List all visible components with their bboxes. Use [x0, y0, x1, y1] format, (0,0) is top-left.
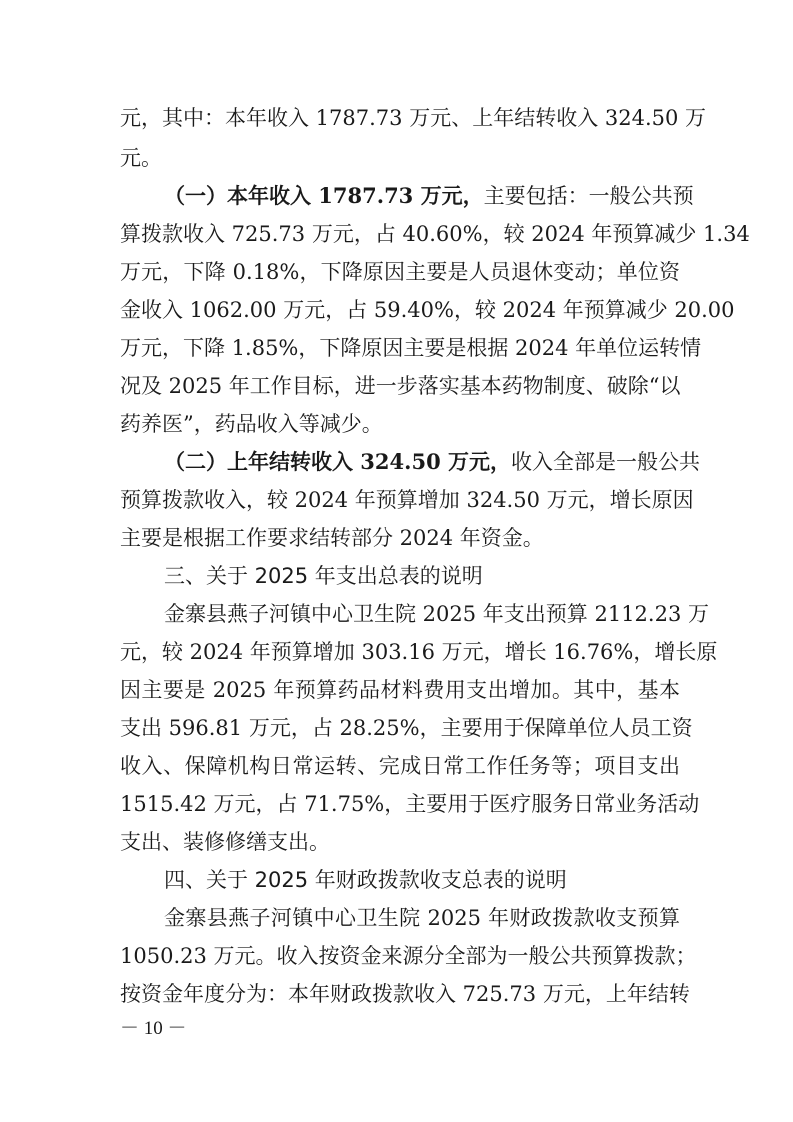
- section-3-heading: 三、关于 2025 年支出总表的说明: [164, 564, 483, 588]
- section-2-heading: （二）上年结转收入 324.50 万元，: [164, 449, 511, 474]
- paragraph-line: 元，其中：本年收入 1787.73 万元、上年结转收入 324.50 万: [120, 106, 707, 130]
- paragraph-line: 支出、装修修缮支出。: [120, 830, 330, 854]
- section-1-heading: （一）本年收入 1787.73 万元，: [164, 183, 484, 208]
- paragraph-text: 收入全部是一般公共: [511, 450, 700, 474]
- paragraph-line: 按资金年度分为：本年财政拨款收入 725.73 万元，上年结转: [120, 982, 690, 1006]
- paragraph-text: 主要包括：一般公共预: [483, 184, 694, 208]
- paragraph-line: 支出 596.81 万元，占 28.25%，主要用于保障单位人员工资: [120, 716, 693, 740]
- paragraph-line: 金收入 1062.00 万元，占 59.40%，较 2024 年预算减少 20.00: [120, 298, 735, 322]
- paragraph-line: 况及 2025 年工作目标，进一步落实基本药物制度、破除“以: [120, 374, 681, 398]
- paragraph-line: 1050.23 万元。收入按资金来源分全部为一般公共预算拨款；: [120, 944, 697, 968]
- paragraph-line: 因主要是 2025 年预算药品材料费用支出增加。其中，基本: [120, 678, 680, 702]
- paragraph-line: 万元，下降 1.85%，下降原因主要是根据 2024 年单位运转情: [120, 336, 702, 360]
- page-number: － 10 －: [120, 1018, 187, 1039]
- paragraph-line: 金寨县燕子河镇中心卫生院 2025 年财政拨款收支预算: [164, 906, 680, 930]
- section-4-heading: 四、关于 2025 年财政拨款收支总表的说明: [164, 868, 567, 892]
- paragraph-line: 1515.42 万元，占 71.75%，主要用于医疗服务日常业务活动: [120, 792, 700, 816]
- paragraph-line: 金寨县燕子河镇中心卫生院 2025 年支出预算 2112.23 万: [164, 602, 709, 626]
- paragraph-line: 元。: [120, 146, 162, 170]
- section-2-paragraph: [164, 448, 700, 476]
- paragraph-line: 算拨款收入 725.73 万元，占 40.60%，较 2024 年预算减少 1.34: [120, 222, 750, 246]
- paragraph-line: 万元，下降 0.18%，下降原因主要是人员退休变动；单位资: [120, 260, 680, 284]
- paragraph-line: 主要是根据工作要求结转部分 2024 年资金。: [120, 526, 544, 550]
- paragraph-line: 收入、保障机构日常运转、完成日常工作任务等；项目支出: [120, 754, 680, 778]
- paragraph-line: 元，较 2024 年预算增加 303.16 万元，增长 16.76%，增长原: [120, 640, 718, 664]
- paragraph-line: 药养医”，药品收入等减少。: [120, 412, 383, 436]
- section-1-paragraph: [164, 182, 694, 210]
- paragraph-line: 预算拨款收入，较 2024 年预算增加 324.50 万元，增长原因: [120, 488, 694, 512]
